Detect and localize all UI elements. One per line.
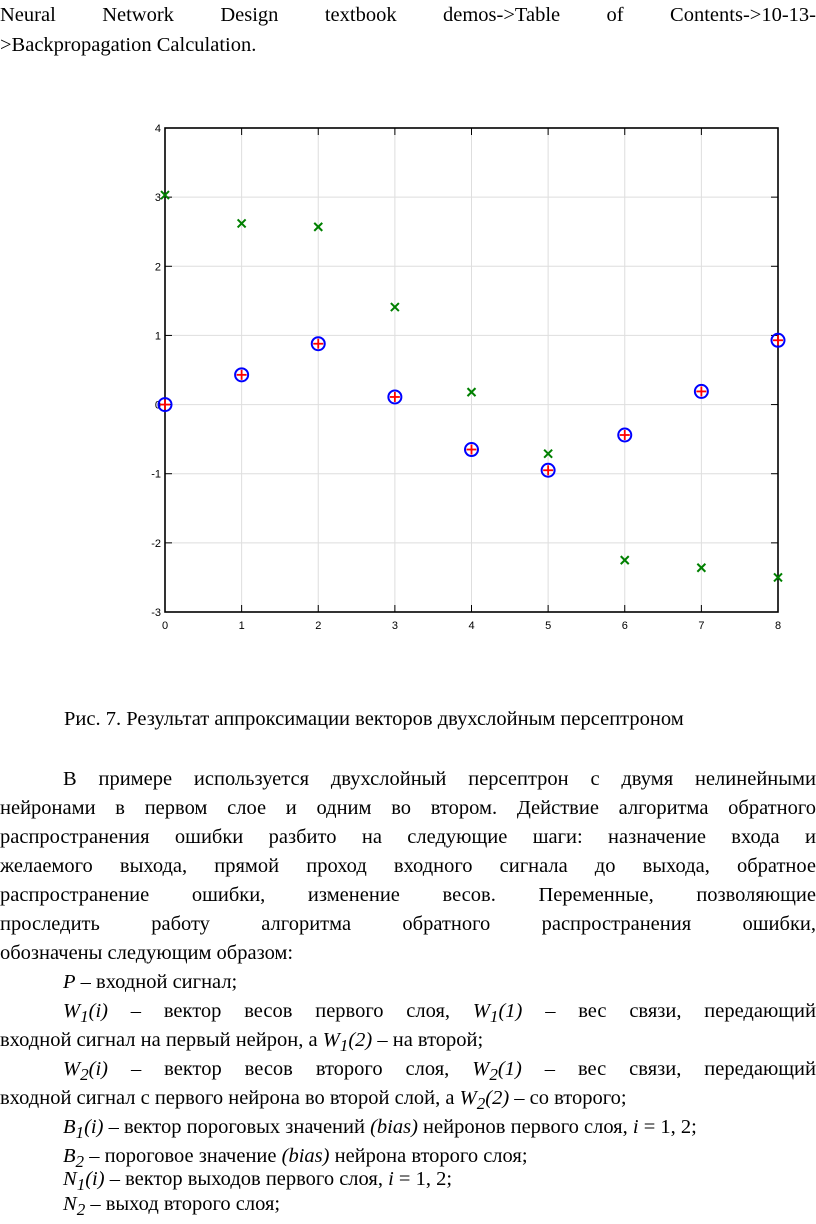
y-tick-label: 0 bbox=[154, 399, 161, 412]
def-w2-cont: входной сигнал с первого нейрона во второй слой, а $W_2(2)$ – со второго; bbox=[0, 1087, 627, 1114]
def-p bbox=[0, 968, 816, 997]
def-b1: $B_1(i)$ – вектор пороговых значений (bias) нейронов первого слоя, i = 1, 2; bbox=[63, 1116, 697, 1143]
circle-plus-marker bbox=[235, 368, 248, 381]
def-n1: $N_1(i)$ – вектор выходов первого слоя, i = 1, 2; bbox=[63, 1168, 453, 1195]
def-b2: $B_2$ – пороговое значение (bias) нейрона второго слоя; bbox=[63, 1145, 528, 1172]
paragraph-line: В примере используется двухслойный персептрон с двумя нелинейными bbox=[63, 768, 816, 790]
x-tick-label: 2 bbox=[315, 620, 322, 632]
header-line-2: >Backpropagation Calculation. bbox=[0, 34, 257, 56]
x-tick-label: 8 bbox=[774, 620, 782, 632]
y-tick-label: 4 bbox=[154, 123, 161, 135]
x-tick-label: 0 bbox=[161, 620, 169, 632]
y-tick-label: 2 bbox=[154, 261, 161, 274]
def-text: – вектор весов первого слоя, bbox=[107, 1000, 473, 1022]
def-text: – вектор весов второго слоя, bbox=[107, 1058, 473, 1080]
circle-plus-marker bbox=[388, 390, 401, 403]
def-text: – вес связи, передающий bbox=[522, 1000, 816, 1022]
circle-plus-marker bbox=[695, 385, 708, 398]
paragraph-line: обозначены следующим образом: bbox=[0, 942, 294, 964]
def-text: – входной сигнал; bbox=[75, 971, 238, 993]
x-tick-label: 6 bbox=[621, 620, 628, 632]
figure-caption: Рис. 7. Результат аппроксимации векторов двухслойным персептроном bbox=[64, 708, 684, 730]
y-tick-label: -3 bbox=[151, 607, 161, 619]
x-tick-label: 1 bbox=[238, 620, 245, 632]
y-tick-label: -1 bbox=[151, 468, 161, 481]
paragraph-line: распространения ошибки разбито на следующие шаги: назначение входа и bbox=[0, 826, 816, 848]
def-w1-cont: входной сигнал на первый нейрон, а $W_1(2)$ – на второй; bbox=[0, 1029, 484, 1056]
header-line-1: Neural Network Design textbook demos->Table of Contents->10-13- bbox=[0, 4, 816, 26]
paragraph-line: нейронами в первом слое и одним во втором. Действие алгоритма обратного bbox=[0, 797, 816, 819]
circle-plus-marker bbox=[312, 337, 325, 350]
x-tick-label: 3 bbox=[391, 620, 398, 632]
def-text: – вес связи, передающий bbox=[521, 1058, 816, 1080]
circle-plus-marker bbox=[465, 443, 478, 456]
symbol: $W_1(1)$ bbox=[472, 1000, 523, 1027]
symbol: P bbox=[63, 971, 76, 993]
x-tick-label: 4 bbox=[468, 620, 475, 632]
x-tick-label: 5 bbox=[545, 620, 552, 632]
circle-plus-marker bbox=[159, 398, 172, 411]
circle-plus-marker bbox=[542, 464, 555, 477]
symbol: $W_1(i)$ bbox=[63, 1000, 108, 1027]
paragraph-line: проследить работу алгоритма обратного распространения ошибки, bbox=[0, 913, 816, 935]
symbol: $W_2(1)$ bbox=[472, 1058, 522, 1085]
symbol: $W_2(i)$ bbox=[63, 1058, 108, 1085]
circle-plus-marker bbox=[618, 428, 631, 441]
y-tick-label: 1 bbox=[154, 330, 161, 343]
paragraph-line: распространение ошибки, изменение весов. Переменные, позволяющие bbox=[0, 884, 816, 906]
x-tick-label: 7 bbox=[698, 620, 705, 632]
y-tick-label: 3 bbox=[154, 192, 161, 205]
y-tick-label: -2 bbox=[151, 537, 161, 550]
paragraph-line: желаемого выхода, прямой проход входного сигнала до выхода, обратное bbox=[0, 855, 816, 877]
scatter-chart bbox=[0, 115, 816, 645]
def-n2: $N_2$ – выход второго слоя; bbox=[63, 1193, 281, 1220]
circle-plus-marker bbox=[772, 334, 785, 347]
